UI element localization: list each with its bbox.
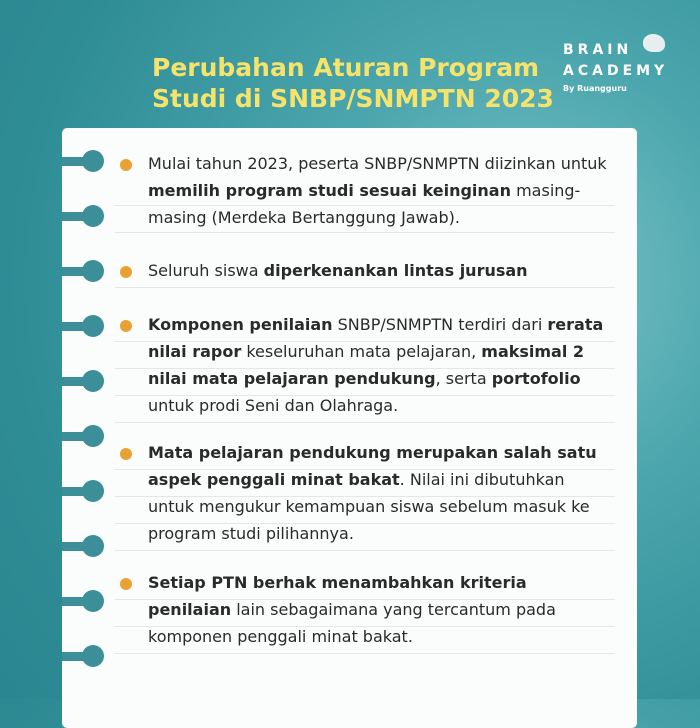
bullet-icon xyxy=(120,159,132,171)
brain-academy-logo: BRAIN ACADEMY By Ruangguru xyxy=(563,42,669,93)
ruled-line xyxy=(115,287,615,288)
text: . Nilai ini dibutuhkan untuk mengukur kemampuan siswa sebelum masuk ke program studi pilihannya. xyxy=(148,470,590,543)
binder-ring-icon xyxy=(62,212,96,221)
binder-ring-icon xyxy=(62,322,96,331)
ruled-line xyxy=(115,653,615,654)
text: masing-masing (Merdeka Bertanggung Jawab). xyxy=(148,181,581,227)
bold-text: memilih program studi sesuai keinginan xyxy=(148,181,511,200)
page-title: Perubahan Aturan Program Studi di SNBP/SNMPTN 2023 xyxy=(152,53,554,113)
bold-text: Mata pelajaran pendukung merupakan salah satu aspek penggali minat bakat xyxy=(148,443,597,489)
text: Mulai tahun 2023, peserta SNBP/SNMPTN diizinkan untuk xyxy=(148,154,607,173)
bullet-icon xyxy=(120,578,132,590)
text: keseluruhan mata pelajaran, xyxy=(241,342,482,361)
bold-text: diperkenankan lintas jurusan xyxy=(263,261,528,280)
bold-text: rerata nilai rapor xyxy=(148,315,604,361)
list-item xyxy=(120,150,615,231)
bold-text: Setiap PTN berhak menambahkan kriteria penilaian xyxy=(148,573,527,619)
brain-icon xyxy=(643,34,665,52)
binder-ring-icon xyxy=(62,157,96,166)
text: Seluruh siswa xyxy=(148,261,264,280)
binder-ring-icon xyxy=(62,377,96,386)
list-item xyxy=(120,439,615,547)
bold-text: maksimal 2 nilai mata pelajaran pendukung xyxy=(148,342,585,388)
ruled-line xyxy=(115,232,615,233)
list-item xyxy=(120,257,615,284)
binder-ring-icon xyxy=(62,267,96,276)
binder-ring-icon xyxy=(62,487,96,496)
list-item xyxy=(120,311,615,419)
text: untuk prodi Seni dan Olahraga. xyxy=(148,396,399,415)
bold-text: portofolio xyxy=(491,369,581,388)
binder-ring-icon xyxy=(62,652,96,661)
text: SNBP/SNMPTN terdiri dari xyxy=(332,315,548,334)
bullet-icon xyxy=(120,320,132,332)
ruled-line xyxy=(115,422,615,423)
bullet-icon xyxy=(120,266,132,278)
bullet-icon xyxy=(120,448,132,460)
bold-text: Komponen penilaian xyxy=(148,315,333,334)
text: , serta xyxy=(435,369,492,388)
binder-ring-icon xyxy=(62,432,96,441)
binder-ring-icon xyxy=(62,542,96,551)
binder-ring-icon xyxy=(62,597,96,606)
list-item xyxy=(120,569,615,650)
ruled-line xyxy=(115,550,615,551)
text: lain sebagaimana yang tercantum pada komponen penggali minat bakat. xyxy=(148,600,556,646)
